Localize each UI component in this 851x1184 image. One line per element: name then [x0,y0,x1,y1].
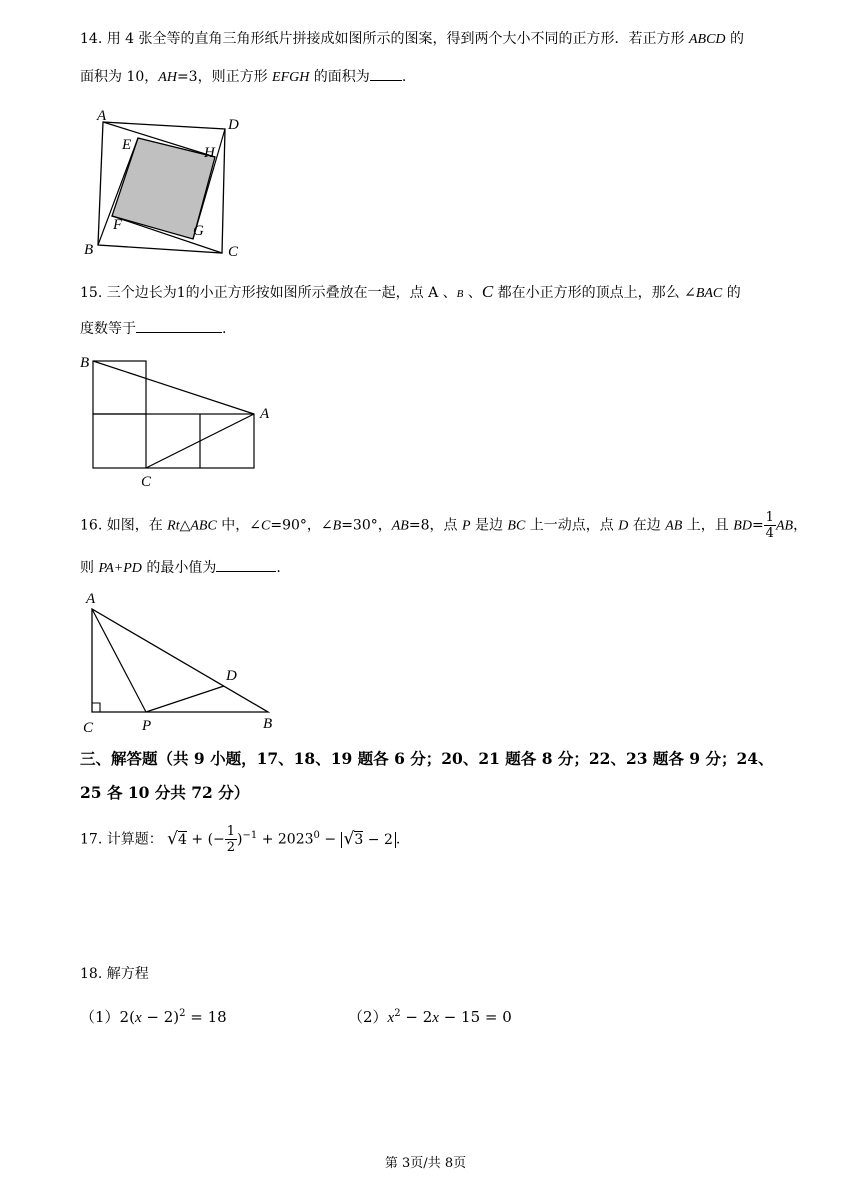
label-a: A [97,108,107,124]
q18-part2: $(2)x^2 - 2x - 15 = 0$ [348,1008,512,1026]
label-c: C [228,244,239,260]
label-c: C [83,720,94,736]
fraction-one-half: $\frac{1}{2}$ [226,824,236,856]
q18-part1: $(1)2(x - 2)^2 = 18$ [80,1008,227,1026]
section-heading: 三、解答题（共 9 小题，17、18、19 题各 6 分；20、21 题各 8 分；22、23 题各 9 分；24、25 各 10 分共 72 分） [80,749,774,802]
answer-blank [370,66,402,81]
label-b: B [84,242,94,258]
label-d: D [228,117,239,133]
answer-blank [136,318,222,333]
label-g: G [193,223,204,239]
fraction-one-quarter: $\frac{1}{4}$ [765,510,774,541]
absolute-value: √3 − 2 [341,832,396,848]
q15-figure [75,350,285,492]
label-b: B [263,716,273,732]
label-f: F [113,217,123,233]
label-h: H [204,145,215,161]
answer-blank [216,557,276,572]
bottom-strip [93,414,254,468]
label-c: C [141,474,152,490]
q14-line2: 面积为 10，AH=3，则正方形 EFGH 的面积为 . [80,66,406,87]
label-e: E [122,137,132,153]
q14-line1: 14. 用 4 张全等的直角三角形纸片拼接成如图所示的图案，得到两个大小不同的正方形．若正方形 ABCD 的 [80,31,744,47]
label-b: B [80,355,90,371]
label-a: A [260,406,270,422]
q16-line1: 16. 如图，在 Rt△ABC 中，∠C=90°，∠B=30°，AB=8，点 P 是边 BC 上一动点，点 D 在边 AB 上，且 BD= $\frac{1}{4}$ AB， [80,510,808,541]
q15-line1: 15. 三个边长为1的小正方形按如图所示叠放在一起，点 A 、B 、C 都在小正方形的顶点上，那么 ∠BAC 的 [80,282,741,301]
label-p: P [142,718,152,734]
q15-line2: 度数等于 . [80,318,226,338]
q14-figure [80,105,250,265]
q16-figure [78,585,288,740]
q16-line2: 则 PA+PD 的最小值为 . [80,557,281,578]
q17-line: 17. 计算题： √4 + (− $\frac{1}{2}$ )$^{-1} + 2023^0 - √3 - 2$ . [80,824,401,856]
label-a: A [86,591,96,607]
right-angle-mark [92,703,100,712]
sqrt-four: √4 [167,828,187,849]
page-number: 第 3页/共 8页 [384,1156,467,1171]
q18-label: 18. 解方程 [80,966,149,982]
segment-p-d [146,686,224,712]
label-d: D [226,668,237,684]
segment-b-a [93,361,254,414]
top-small-square [93,361,146,414]
